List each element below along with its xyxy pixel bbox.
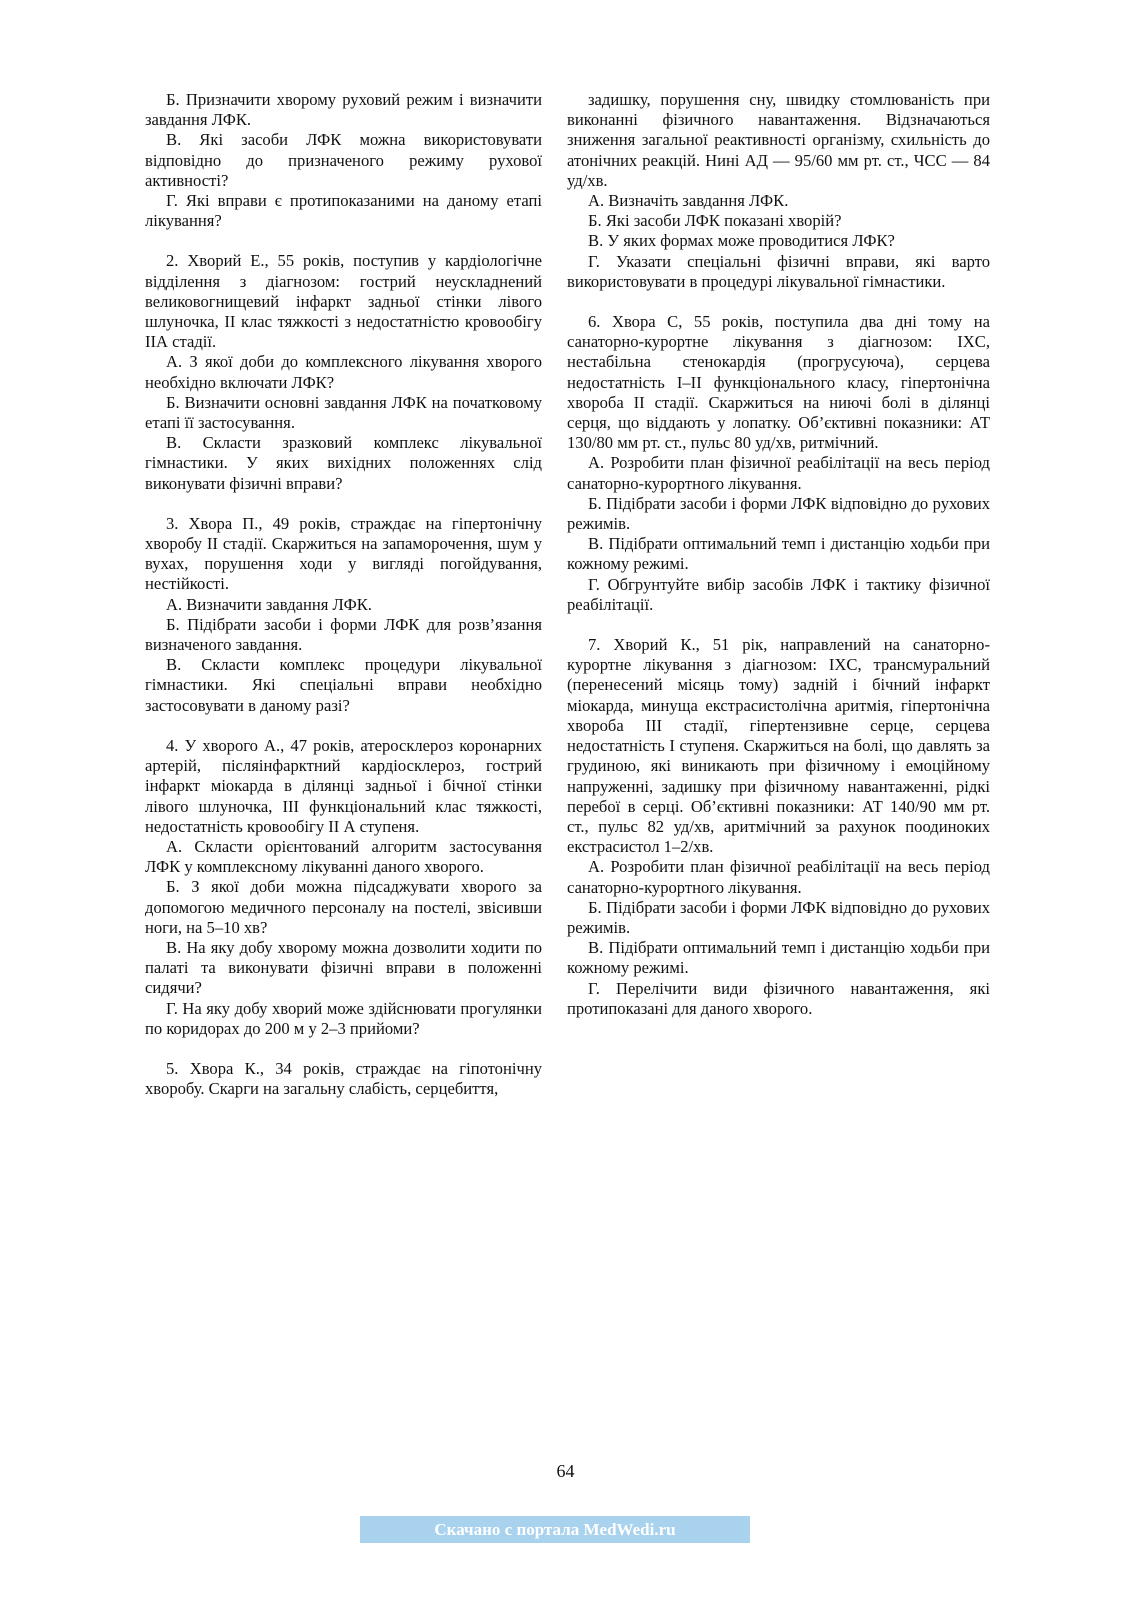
page-number: 64 <box>556 1461 575 1481</box>
left-column <box>145 90 542 1099</box>
paragraph: 4. У хворого А., 47 років, атеросклероз коронарних артерій, післяінфарктний кардіосклероз, гострий інфаркт міокарда в ділянці задньої і бічної стінки лівого шлуночка, III функціональний клас тяжкості, недостатність кровообігу II А ступеня. <box>145 735 542 836</box>
right-column <box>567 90 990 1019</box>
paragraph: Б. Призначити хворому руховий режим і визначити завдання ЛФК. <box>145 90 542 130</box>
paragraph: задишку, порушення сну, швидку стомлюваність при виконанні фізичного навантаження. Відзначаються зниження загальної реактивності організму, схильність до атонічних реакцій. Нині АД — 95/60 мм рт. ст., ЧСС — 84 уд/хв. <box>567 90 990 190</box>
paragraph: А. Визначіть завдання ЛФК. <box>588 191 789 211</box>
paragraph: Б. Які засоби ЛФК показані хворій? <box>588 211 842 231</box>
paragraph: 7. Хворий К., 51 рік, направлений на санаторно-курортне лікування з діагнозом: IXC, трансмуральний (перенесений місяць тому) задній і бічний інфаркт міокарда, минуща екстрасистолічна аритмія, гіпертонічна хвороба III стадії, гіпертензивне серце, серцева недостатність I ступеня. Скаржиться на болі, що давлять за грудиною, які виникають при фізичному і емоційному напруженні, задишку при фізичному навантаженні, рідкі перебої в серці. Об’єктивні показники: АТ 140/90 мм рт. ст., пульс 82 уд/хв, аритмічний за рахунок поодиноких екстрасистол 1–2/хв. <box>567 635 990 857</box>
paragraph: Б. Підібрати засоби і форми ЛФК для розв’язання визначеного завдання. <box>145 614 542 655</box>
paragraph: Б. Підібрати засоби і форми ЛФК відповідно до рухових режимів. <box>567 493 990 534</box>
paragraph: В. Підібрати оптимальний темп і дистанцію ходьби при кожному режимі. <box>567 534 990 574</box>
watermark-banner: Скачано с портала MedWedi.ru <box>360 1516 750 1543</box>
paragraph: А. Скласти орієнтований алгоритм застосування ЛФК у комплексному лікуванні даного хворого. <box>145 836 542 877</box>
paragraph: В. У яких формах може проводитися ЛФК? <box>588 231 895 251</box>
paragraph: В. Скласти комплекс процедури лікувальної гімнастики. Які спеціальні вправи необхідно застосовувати в даному разі? <box>145 655 542 715</box>
paragraph: В. Скласти зразковий комплекс лікувальної гімнастики. У яких вихідних положеннях слід виконувати фізичні вправи? <box>145 433 542 493</box>
paragraph: Б. З якої доби можна підсаджувати хворого за допомогою медичного персоналу на постелі, звісивши ноги, на 5–10 хв? <box>145 877 542 937</box>
paragraph: Б. Підібрати засоби і форми ЛФК відповідно до рухових режимів. <box>567 897 990 937</box>
paragraph: 6. Хвора С, 55 років, поступила два дні тому на санаторно-курортне лікування з діагнозом: IXC, нестабільна стенокардія (прогрусуюча), серцева недостатність I–II функціонального класу, гіпертонічна хвороба II стадії. Скаржиться на ниючі болі в ділянці серця, що віддають у лопатку. Об’єктивні показники: АТ 130/80 мм рт. ст., пульс 80 уд/хв, ритмічний. <box>567 312 990 453</box>
paragraph: Б. Визначити основні завдання ЛФК на початковому етапі її застосування. <box>145 392 542 433</box>
paragraph: 3. Хвора П., 49 років, страждає на гіпертонічну хворобу II стадії. Скаржиться на запаморочення, шум у вухах, порушення ходи у вигляді погойдування, нестійкості. <box>145 513 542 594</box>
paragraph: В. Підібрати оптимальний темп і дистанцію ходьби при кожному режимі. <box>567 938 990 978</box>
paragraph: В. На яку добу хворому можна дозволити ходити по палаті та виконувати фізичні вправи в положенні сидячи? <box>145 937 542 998</box>
paragraph: А. Визначити завдання ЛФК. <box>166 594 372 614</box>
paragraph: Г. Перелічити види фізичного навантаження, які протипоказані для даного хворого. <box>567 978 990 1018</box>
paragraph: В. Які засоби ЛФК можна використовувати відповідно до призначеного режиму рухової активності? <box>145 130 542 190</box>
paragraph: Г. Обгрунтуйте вибір засобів ЛФК і тактику фізичної реабілітації. <box>567 574 990 614</box>
paragraph: Г. Які вправи є протипоказаними на даному етапі лікування? <box>145 191 542 231</box>
paragraph: А. Розробити план фізичної реабілітації на весь період санаторно-курортного лікування. <box>567 857 990 897</box>
paragraph: 2. Хворий Е., 55 років, поступив у кардіологічне відділення з діагнозом: гострий неускладнений великовогнищевий інфаркт задньої стінки лівого шлуночка, II клас тяжкості з недостатністю кровообігу IIА стадії. <box>145 251 542 352</box>
paragraph: 5. Хвора К., 34 років, страждає на гіпотонічну хворобу. Скарги на загальну слабість, серцебиття, <box>145 1058 542 1099</box>
paragraph: Г. На яку добу хворий може здійснювати прогулянки по коридорах до 200 м у 2–3 прийоми? <box>145 998 542 1038</box>
paragraph: Г. Указати спеціальні фізичні вправи, які варто використовувати в процедурі лікувальної гімнастики. <box>567 251 990 291</box>
paragraph: А. З якої доби до комплексного лікування хворого необхідно включати ЛФК? <box>145 352 542 392</box>
paragraph: А. Розробити план фізичної реабілітації на весь період санаторно-курортного лікування. <box>567 453 990 493</box>
